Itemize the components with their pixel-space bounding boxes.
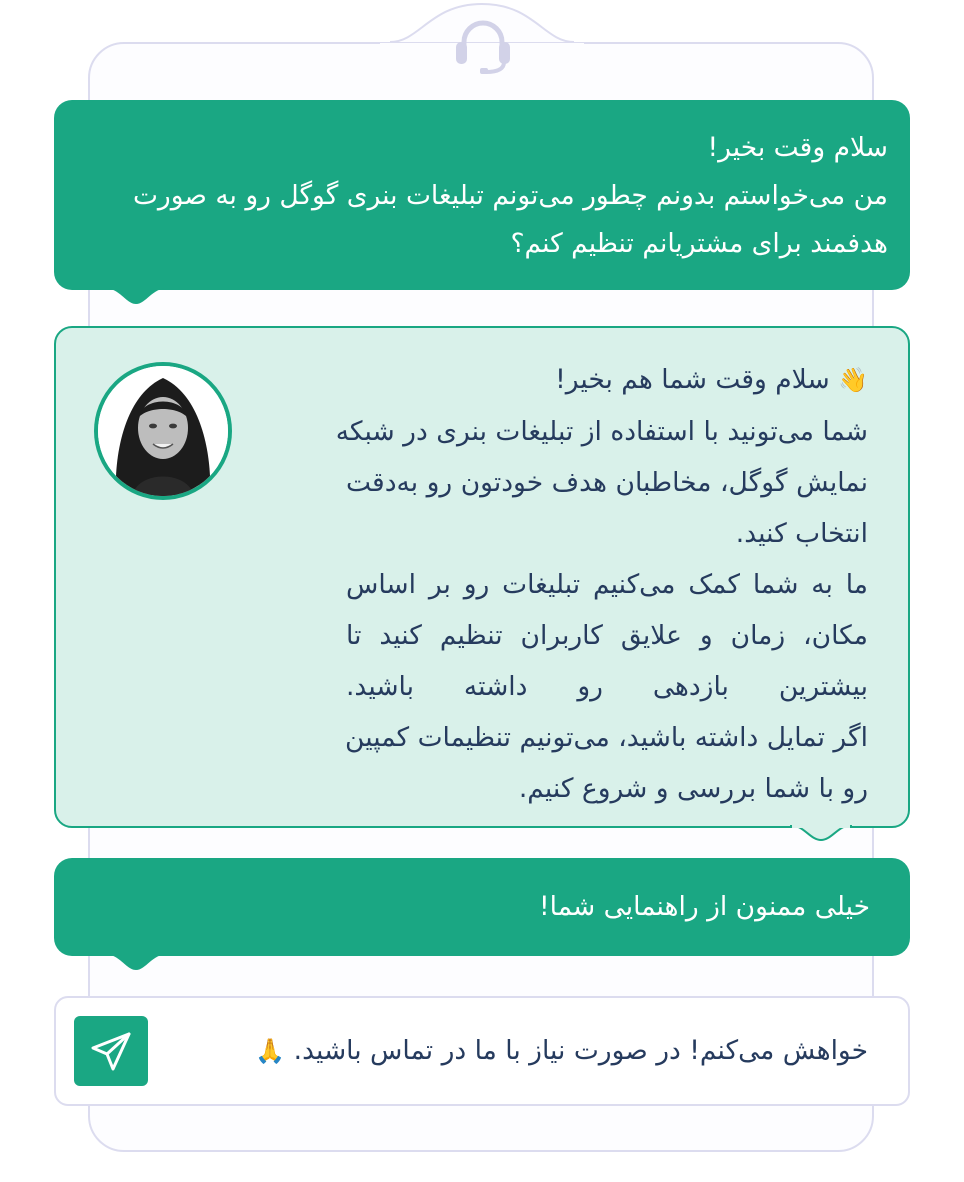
message-line: سلام وقت بخیر! [707,132,888,163]
greeting-line [346,354,868,406]
agent-bubble-tail [790,825,852,843]
input-text: خواهش می‌کنم! در صورت نیاز با ما در تماس باشید. [293,1035,868,1066]
message-line: من می‌خواستم بدونم چطور می‌تونم تبلیغات بنری گوگل رو به صورت [132,180,888,211]
greeting-text: سلام وقت شما هم بخیر! [555,364,830,395]
user-message [54,100,910,290]
message-line: نمایش گوگل، مخاطبان هدف خودتون رو به‌دقت [346,467,868,498]
message-line: ما به شما کمک می‌کنیم تبلیغات رو بر اساس [346,569,868,600]
message-line: بیشترین بازدهی رو داشته باشید. [346,671,868,702]
message-line: هدفمند برای مشتریانم تنظیم کنم؟ [510,228,888,259]
message-input-bar[interactable] [54,996,910,1106]
user-message [54,858,910,956]
send-icon [89,1029,133,1073]
send-button[interactable] [74,1016,148,1086]
folded-hands-icon: 🙏 [255,1037,286,1065]
message-line: رو با شما بررسی و شروع کنیم. [518,773,868,804]
message-input[interactable] [255,998,868,1104]
user-bubble-tail [104,954,168,972]
message-line: مکان، زمان و علایق کاربران تنظیم کنید تا [346,620,868,651]
agent-portrait [98,366,228,496]
message-line: انتخاب کنید. [735,518,868,549]
headset-icon [452,14,514,76]
user-bubble-tail [104,288,168,306]
message-line: اگر تمایل داشته باشید، می‌تونیم تنظیمات کمپین [345,722,868,753]
message-line: خیلی ممنون از راهنمایی شما! [539,891,870,922]
message-line: شما می‌تونید با استفاده از تبلیغات بنری در شبکه [335,416,868,447]
waving-hand-icon: 👋 [838,366,868,394]
agent-avatar [94,362,232,500]
